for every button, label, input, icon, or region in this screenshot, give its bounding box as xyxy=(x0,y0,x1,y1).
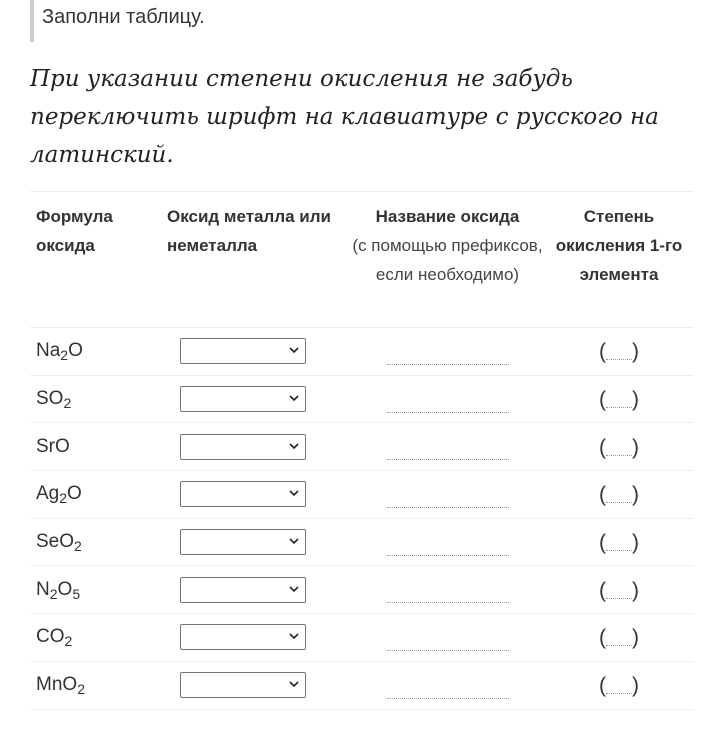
type-cell xyxy=(167,481,350,507)
table-row xyxy=(30,471,693,519)
oxidation-cell xyxy=(545,624,693,650)
type-cell xyxy=(167,338,350,364)
type-cell xyxy=(167,386,350,412)
formula-symbol: SO xyxy=(36,388,64,410)
oxide-table xyxy=(30,191,693,710)
table-header xyxy=(30,192,693,328)
formula-symbol: SrO xyxy=(36,435,70,457)
oxidation-input[interactable] xyxy=(606,672,632,694)
close-paren: ) xyxy=(632,435,639,459)
type-cell xyxy=(167,672,350,698)
oxide-name-input[interactable] xyxy=(387,534,509,556)
instruction-text: Заполни таблицу. xyxy=(42,6,205,28)
oxide-name-input[interactable] xyxy=(387,629,509,651)
formula-index: 2 xyxy=(49,585,58,602)
header-name xyxy=(350,192,545,327)
formula-cell xyxy=(30,626,167,648)
formula-symbol: CO xyxy=(36,626,65,648)
type-cell xyxy=(167,434,350,460)
oxidation-cell xyxy=(545,386,693,412)
header-type: Оксид металла или неметалла xyxy=(167,207,331,255)
name-cell xyxy=(350,571,545,608)
formula-index: 2 xyxy=(60,347,69,364)
type-cell xyxy=(167,529,350,555)
oxidation-input[interactable] xyxy=(606,577,632,599)
name-cell xyxy=(350,381,545,418)
oxide-name-input[interactable] xyxy=(387,486,509,508)
formula-cell xyxy=(30,340,167,362)
formula-index: 2 xyxy=(77,681,85,698)
table-row xyxy=(30,662,693,710)
table-row xyxy=(30,423,693,471)
oxide-name-input[interactable] xyxy=(387,581,509,603)
oxidation-input[interactable] xyxy=(606,386,632,408)
oxide-name-input[interactable] xyxy=(387,677,509,699)
formula-index: 5 xyxy=(72,585,81,602)
oxide-name-input[interactable] xyxy=(387,391,509,413)
table-row xyxy=(30,566,693,614)
type-cell xyxy=(167,624,350,650)
oxide-type-select[interactable] xyxy=(180,529,306,555)
oxidation-input[interactable] xyxy=(606,624,632,646)
close-paren: ) xyxy=(632,578,639,602)
formula-cell xyxy=(30,531,167,553)
oxidation-input[interactable] xyxy=(606,434,632,456)
formula-index: 2 xyxy=(74,538,82,555)
oxidation-cell xyxy=(545,672,693,698)
oxidation-input[interactable] xyxy=(606,338,632,360)
open-paren: ( xyxy=(599,435,606,459)
chevron-down-icon xyxy=(289,441,299,451)
open-paren: ( xyxy=(599,674,606,698)
formula-symbol: O xyxy=(67,483,82,505)
oxide-type-select[interactable] xyxy=(180,672,306,698)
close-paren: ) xyxy=(632,674,639,698)
formula-symbol: O xyxy=(57,578,73,600)
formula-symbol: MnO xyxy=(36,674,78,696)
chevron-down-icon xyxy=(289,488,299,498)
oxide-name-input[interactable] xyxy=(387,343,509,365)
keyboard-note: При указании степени окисления не забудь переключить шрифт на клавиатуре с русского на латинский. xyxy=(30,66,659,168)
formula-cell xyxy=(30,388,167,410)
name-cell xyxy=(350,428,545,465)
oxidation-cell xyxy=(545,481,693,507)
type-cell xyxy=(167,577,350,603)
oxidation-cell xyxy=(545,434,693,460)
open-paren: ( xyxy=(599,483,606,507)
formula-cell xyxy=(30,436,167,458)
name-cell xyxy=(350,333,545,370)
oxide-type-select[interactable] xyxy=(180,481,306,507)
formula-index: 2 xyxy=(59,490,68,507)
header-name-sub: (с помощью префиксов, если необходимо) xyxy=(352,236,543,284)
close-paren: ) xyxy=(632,483,639,507)
formula-symbol: SeO xyxy=(36,531,75,553)
oxidation-input[interactable] xyxy=(606,529,632,551)
formula-symbol: Ag xyxy=(36,483,60,505)
table-row xyxy=(30,614,693,662)
chevron-down-icon xyxy=(289,631,299,641)
close-paren: ) xyxy=(632,340,639,364)
chevron-down-icon xyxy=(289,679,299,689)
open-paren: ( xyxy=(599,531,606,555)
header-formula: Формула оксида xyxy=(36,207,113,255)
formula-index: 2 xyxy=(63,395,72,412)
close-paren: ) xyxy=(632,626,639,650)
table-row xyxy=(30,519,693,567)
formula-index: 2 xyxy=(64,633,73,650)
table-row xyxy=(30,376,693,424)
header-oxidation: Степень окисления 1-го элемента xyxy=(555,207,683,284)
chevron-down-icon xyxy=(289,393,299,403)
table-body xyxy=(30,328,693,710)
name-cell xyxy=(350,619,545,656)
chevron-down-icon xyxy=(289,345,299,355)
chevron-down-icon xyxy=(289,584,299,594)
oxide-type-select[interactable] xyxy=(180,577,306,603)
chevron-down-icon xyxy=(289,536,299,546)
name-cell xyxy=(350,667,545,704)
close-paren: ) xyxy=(632,531,639,555)
formula-cell xyxy=(30,483,167,505)
formula-cell xyxy=(30,579,167,601)
instruction-quote xyxy=(30,0,205,42)
open-paren: ( xyxy=(599,578,606,602)
formula-cell xyxy=(30,674,167,696)
oxidation-cell xyxy=(545,529,693,555)
formula-symbol: O xyxy=(68,340,83,362)
name-cell xyxy=(350,476,545,513)
oxidation-cell xyxy=(545,577,693,603)
open-paren: ( xyxy=(599,388,606,412)
name-cell xyxy=(350,524,545,561)
oxide-type-select[interactable] xyxy=(180,386,306,412)
oxidation-input[interactable] xyxy=(606,481,632,503)
oxidation-cell xyxy=(545,338,693,364)
header-name-title: Название оксида xyxy=(375,207,520,226)
open-paren: ( xyxy=(599,626,606,650)
oxide-type-select[interactable] xyxy=(180,624,306,650)
oxide-name-input[interactable] xyxy=(387,438,509,460)
oxide-type-select[interactable] xyxy=(180,338,306,364)
open-paren: ( xyxy=(599,340,606,364)
oxide-type-select[interactable] xyxy=(180,434,306,460)
formula-symbol: Na xyxy=(36,340,61,362)
formula-symbol: N xyxy=(36,578,50,600)
table-row xyxy=(30,328,693,376)
close-paren: ) xyxy=(632,388,639,412)
